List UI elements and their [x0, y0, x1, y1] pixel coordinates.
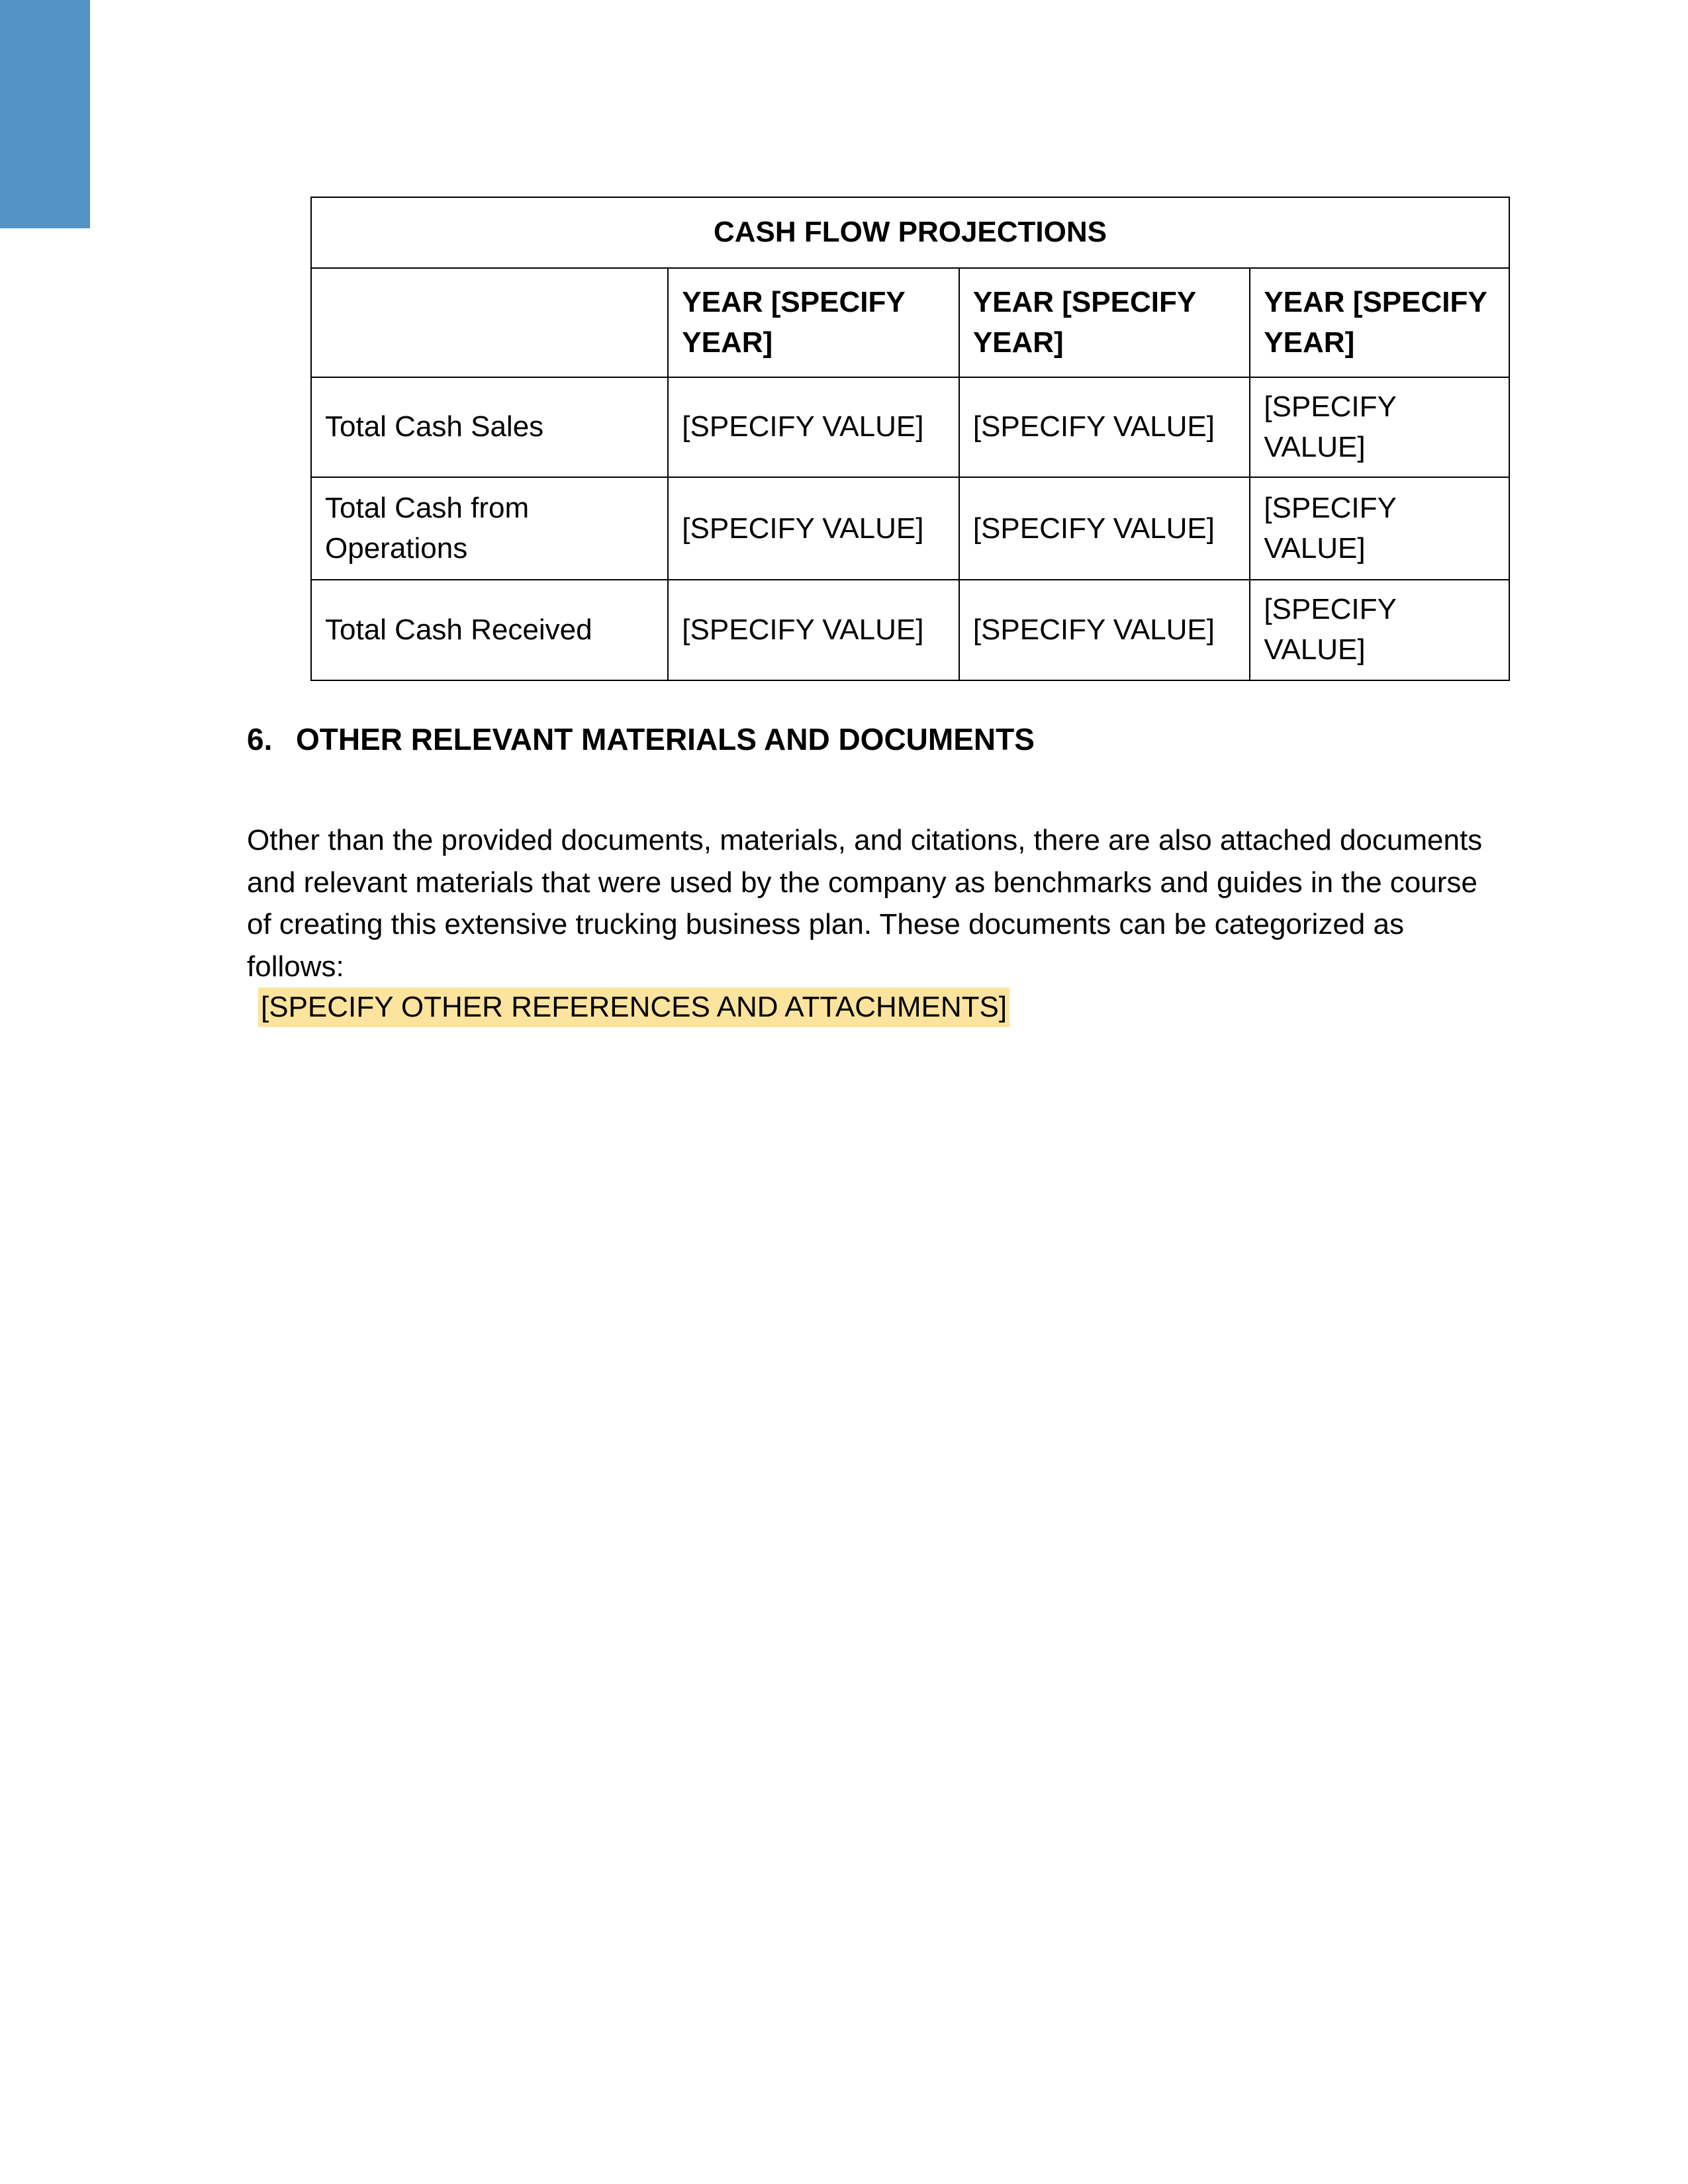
cell-value: [SPECIFY VALUE]: [668, 477, 959, 580]
table-title-row: [311, 197, 1509, 268]
table-header-year-2: YEAR [SPECIFY YEAR]: [959, 268, 1250, 377]
row-label: Total Cash Sales: [311, 377, 668, 477]
cell-value: [SPECIFY VALUE]: [959, 377, 1250, 477]
cash-flow-table: [310, 197, 1510, 681]
table-row: [311, 580, 1509, 680]
table-header-year-1: YEAR [SPECIFY YEAR]: [668, 268, 959, 377]
section-heading: [247, 721, 1035, 757]
page-accent-bar: [0, 0, 90, 228]
cell-value: [SPECIFY VALUE]: [959, 477, 1250, 580]
table-header-empty: [311, 268, 668, 377]
cell-value: [SPECIFY VALUE]: [668, 377, 959, 477]
table-row: [311, 377, 1509, 477]
table-header-row: [311, 268, 1509, 377]
cell-value: [SPECIFY VALUE]: [1250, 580, 1509, 680]
row-label: Total Cash Received: [311, 580, 668, 680]
section-number: 6.: [247, 722, 273, 756]
section-body-paragraph: Other than the provided documents, materials, and citations, there are also attached documents and relevant materials that were used by the company as benchmarks and guides in the course of creating this extensive trucking business plan. These documents can be categorized as follows:: [247, 824, 1483, 983]
table-header-year-3: YEAR [SPECIFY YEAR]: [1250, 268, 1509, 377]
table-row: [311, 477, 1509, 580]
cell-value: [SPECIFY VALUE]: [1250, 377, 1509, 477]
cell-value: [SPECIFY VALUE]: [959, 580, 1250, 680]
row-label: Total Cash from Operations: [311, 477, 668, 580]
section-title: OTHER RELEVANT MATERIALS AND DOCUMENTS: [296, 722, 1035, 756]
cell-value: [SPECIFY VALUE]: [1250, 477, 1509, 580]
table-title: CASH FLOW PROJECTIONS: [311, 197, 1509, 268]
references-placeholder: [SPECIFY OTHER REFERENCES AND ATTACHMENTS]: [258, 987, 1009, 1027]
cell-value: [SPECIFY VALUE]: [668, 580, 959, 680]
